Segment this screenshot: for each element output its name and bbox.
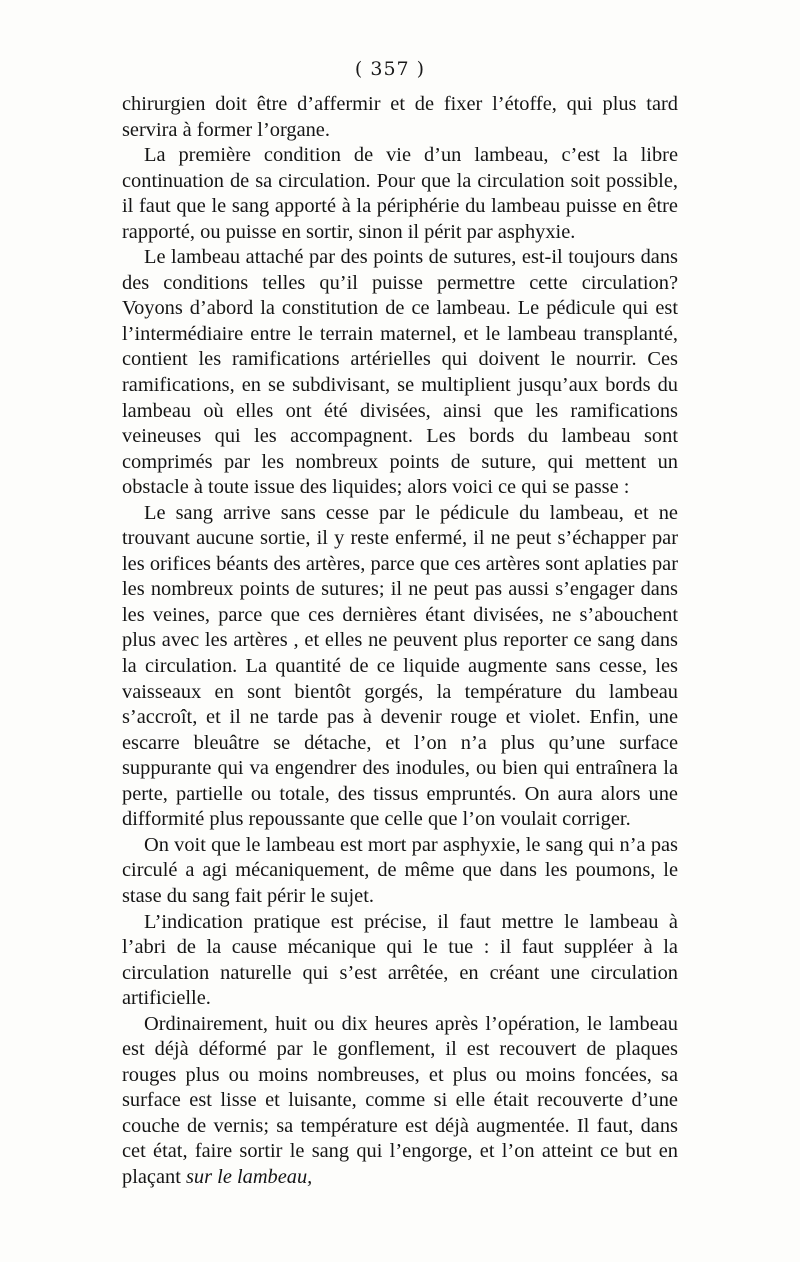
paragraph-continuation: chirurgien doit être d’affermir et de fixer l’étoffe, qui plus tard servira à former l’organe.	[122, 93, 678, 141]
paragraph-sang-arrive: Le sang arrive sans cesse par le pédicule du lambeau, et ne trouvant aucune sortie, il y reste enfermé, il ne peut s’échapper par les orifices béants des artères, parce que ces artères sont aplaties par les nombreux points de sutures; il ne peut pas aussi s’engager dans les veines, parce que ces dernières étant divisées, ne s’abouchent plus avec les artères , et elles ne peuvent plus reporter ce sang dans la circulation. La quantité de ce liquide augmente sans cesse, les vaisseaux en sont bientôt gorgés, la température du lambeau s’accroît, et il ne tarde pas à devenir rouge et violet. Enfin, une escarre bleuâtre se détache, et l’on n’a plus qu’une surface suppurante qui va engendrer des inodules, ou bien qui entraînera la perte, partielle ou totale, des tissus empruntés. On aura alors une difformité plus repoussante que celle que l’on voulait corriger.	[122, 501, 678, 831]
page-number-header: ( 357 )	[354, 58, 426, 80]
paragraph-asphyxie: On voit que le lambeau est mort par asphyxie, le sang qui n’a pas circulé a agi mécaniquement, de même que dans les poumons, le stase du sang fait périr le sujet.	[122, 833, 678, 907]
paragraph-ordinairement-text: Ordinairement, huit ou dix heures après l’opération, le lambeau est déjà déformé par le gonflement, il est recouvert de plaques rouges plus ou moins nombreuses, et plus ou moins foncées, sa surface est lisse et luisante, comme si elle était recouverte d’une couche de vernis; sa température est déjà augmentée. Il faut, dans cet état, faire sortir le sang qui l’engorge, et l’on atteint ce but en plaçant	[122, 1012, 678, 1188]
paragraph-indication-pratique: L’indication pratique est précise, il faut mettre le lambeau à l’abri de la cause mécanique qui le tue : il faut suppléer à la circulation naturelle qui s’est arrêtée, en créant une circulation artificielle.	[122, 910, 678, 1010]
paragraph-circulation-condition: La première condition de vie d’un lambeau, c’est la libre continuation de sa circulation. Pour que la circulation soit possible, il faut que le sang apporté à la périphérie du lambeau puisse en être rapporté, ou puisse en sortir, sinon il périt par asphyxie.	[122, 144, 678, 243]
paragraph-ordinairement	[122, 1012, 678, 1191]
italic-sur-le-lambeau: sur le lambeau,	[185, 1165, 313, 1188]
page-body	[122, 92, 678, 1191]
paragraph-lambeau-constitution: Le lambeau attaché par des points de sutures, est-il toujours dans des conditions telles qu’il puisse permettre cette circulation? Voyons d’abord la constitution de ce lambeau. Le pédicule qui est l’intermédiaire entre le terrain maternel, et le lambeau transplanté, contient les ramifications artérielles qui doivent le nourrir. Ces ramifications, en se subdivisant, se multiplient jusqu’aux bords du lambeau où elles ont été divisées, ainsi que les ramifications veineuses qui les accompagnent. Les bords du lambeau sont comprimés par les nombreux points de suture, qui mettent un obstacle à toute issue des liquides; alors voici ce qui se passe :	[122, 246, 678, 499]
